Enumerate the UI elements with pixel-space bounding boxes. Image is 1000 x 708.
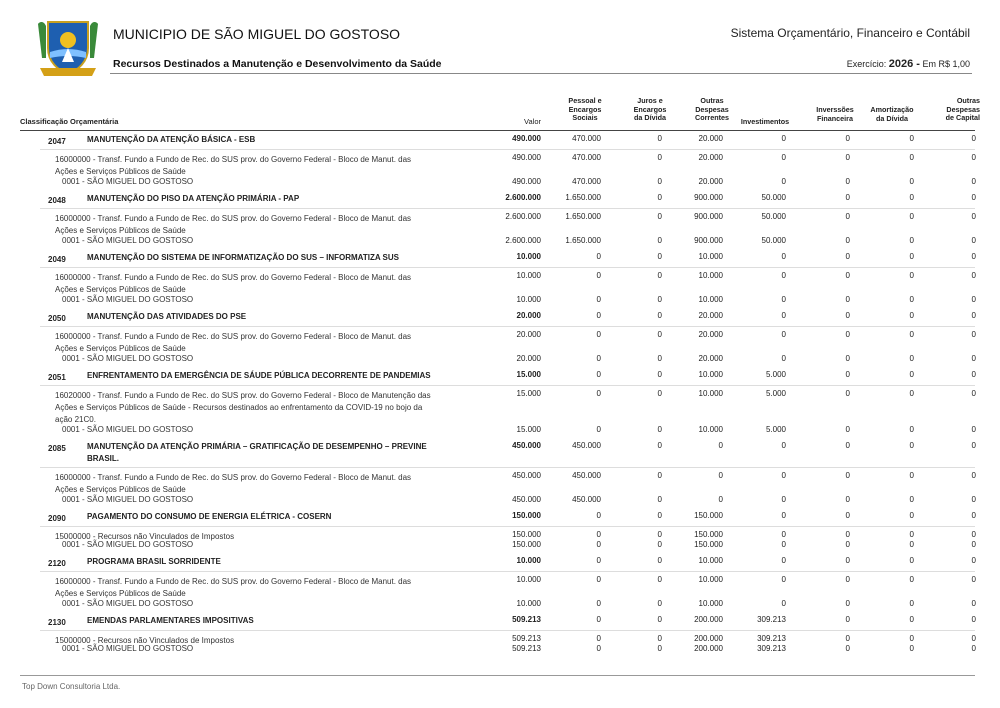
value-cell: 0 — [845, 153, 850, 162]
value-cell: 0 — [909, 236, 914, 245]
value-cell: 0 — [971, 370, 976, 379]
value-cell: 5.000 — [765, 389, 786, 398]
value-cell: 0 — [909, 644, 914, 653]
value-cell: 0 — [909, 634, 914, 643]
value-cell: 0 — [596, 330, 601, 339]
value-cell: 0 — [657, 495, 662, 504]
value-cell: 0 — [596, 252, 601, 261]
value-cell: 0 — [909, 540, 914, 549]
value-cell: 10.000 — [516, 271, 541, 280]
currency-label: Em R$ 1,00 — [922, 59, 970, 69]
value-cell: 509.213 — [512, 615, 541, 624]
row-separator — [40, 326, 975, 327]
value-cell: 0 — [971, 330, 976, 339]
value-cell: 10.000 — [698, 252, 723, 261]
value-cell: 0 — [909, 615, 914, 624]
value-cell: 0 — [845, 177, 850, 186]
value-cell: 450.000 — [572, 495, 601, 504]
table-header-divider — [20, 130, 975, 131]
value-cell: 0 — [971, 540, 976, 549]
value-cell: 0 — [657, 441, 662, 450]
value-cell: 0 — [971, 193, 976, 202]
value-cell: 200.000 — [694, 644, 723, 653]
value-cell: 0 — [781, 575, 786, 584]
value-cell: 0 — [909, 599, 914, 608]
value-cell: 0 — [596, 389, 601, 398]
source-description: 16000000 - Transf. Fundo a Fundo de Rec. do SUS prov. do Governo Federal - Bloco de Manut. das Ações e Serviços Públicos de Saúde — [55, 155, 412, 176]
value-cell: 0 — [909, 389, 914, 398]
row-separator — [40, 571, 975, 572]
value-cell: 0 — [909, 511, 914, 520]
value-cell: 0 — [971, 177, 976, 186]
value-cell: 150.000 — [694, 530, 723, 539]
value-cell: 2.600.000 — [505, 193, 541, 202]
action-code: 2049 — [48, 255, 66, 264]
value-cell: 490.000 — [512, 177, 541, 186]
value-cell: 1.650.000 — [565, 236, 601, 245]
value-cell: 0 — [596, 511, 601, 520]
value-cell: 0 — [781, 530, 786, 539]
col-inversoes: Inverssões Financeira — [816, 105, 854, 123]
action-code: 2085 — [48, 444, 66, 453]
col-classification: Classificação Orçamentária — [20, 117, 119, 126]
value-cell: 0 — [657, 271, 662, 280]
source-description: 16000000 - Transf. Fundo a Fundo de Rec. do SUS prov. do Governo Federal - Bloco de Manut. das Ações e Serviços Públicos de Saúde — [55, 473, 412, 494]
value-cell: 0 — [657, 177, 662, 186]
value-cell: 0 — [781, 252, 786, 261]
value-cell: 450.000 — [572, 471, 601, 480]
value-cell: 20.000 — [698, 134, 723, 143]
value-cell: 0 — [657, 511, 662, 520]
value-cell: 0 — [657, 295, 662, 304]
value-cell: 5.000 — [765, 425, 786, 434]
value-cell: 490.000 — [512, 153, 541, 162]
value-cell: 10.000 — [698, 370, 723, 379]
value-cell: 0 — [781, 311, 786, 320]
value-cell: 150.000 — [694, 540, 723, 549]
value-cell: 900.000 — [694, 193, 723, 202]
value-cell: 0 — [909, 495, 914, 504]
value-cell: 0 — [718, 471, 723, 480]
value-cell: 0 — [596, 644, 601, 653]
value-cell: 20.000 — [698, 177, 723, 186]
value-cell: 0 — [909, 134, 914, 143]
value-cell: 0 — [845, 354, 850, 363]
value-cell: 10.000 — [698, 425, 723, 434]
col-outras-capital: Outras Despesas de Capital — [945, 96, 980, 123]
row-separator — [40, 467, 975, 468]
value-cell: 0 — [909, 193, 914, 202]
value-cell: 200.000 — [694, 634, 723, 643]
value-cell: 15.000 — [516, 425, 541, 434]
value-cell: 0 — [596, 370, 601, 379]
value-cell: 0 — [845, 599, 850, 608]
value-cell: 0 — [845, 252, 850, 261]
value-cell: 0 — [718, 441, 723, 450]
action-title: MANUTENÇÃO DAS ATIVIDADES DO PSE — [87, 312, 247, 321]
value-cell: 0 — [845, 540, 850, 549]
action-code: 2051 — [48, 373, 66, 382]
value-cell: 0 — [657, 134, 662, 143]
value-cell: 0 — [657, 471, 662, 480]
value-cell: 0 — [718, 495, 723, 504]
action-title: MANUTENÇÃO DA ATENÇÃO BÁSICA - ESB — [87, 135, 256, 144]
action-title: MANUTENÇÃO DO PISO DA ATENÇÃO PRIMÁRIA - PAP — [87, 194, 300, 203]
value-cell: 150.000 — [512, 530, 541, 539]
value-cell: 10.000 — [516, 599, 541, 608]
value-cell: 15.000 — [516, 389, 541, 398]
value-cell: 0 — [596, 615, 601, 624]
value-cell: 0 — [845, 236, 850, 245]
value-cell: 0 — [909, 370, 914, 379]
value-cell: 0 — [971, 236, 976, 245]
value-cell: 10.000 — [698, 389, 723, 398]
value-cell: 10.000 — [516, 556, 541, 565]
value-cell: 0 — [781, 441, 786, 450]
value-cell: 0 — [845, 295, 850, 304]
value-cell: 15.000 — [516, 370, 541, 379]
col-juros: Juros e Encargos da Dívida — [633, 96, 667, 123]
value-cell: 309.213 — [757, 634, 786, 643]
action-code: 2130 — [48, 618, 66, 627]
value-cell: 0 — [909, 252, 914, 261]
value-cell: 309.213 — [757, 644, 786, 653]
value-cell: 0 — [657, 615, 662, 624]
value-cell: 10.000 — [516, 252, 541, 261]
value-cell: 0 — [657, 389, 662, 398]
footer-divider — [20, 675, 975, 676]
value-cell: 900.000 — [694, 212, 723, 221]
value-cell: 0 — [596, 354, 601, 363]
source-description: 16000000 - Transf. Fundo a Fundo de Rec. do SUS prov. do Governo Federal - Bloco de Manut. das Ações e Serviços Públicos de Saúde — [55, 273, 412, 294]
value-cell: 0 — [971, 354, 976, 363]
row-separator — [40, 630, 975, 631]
value-cell: 900.000 — [694, 236, 723, 245]
value-cell: 0 — [781, 556, 786, 565]
value-cell: 2.600.000 — [505, 212, 541, 221]
value-cell: 0 — [971, 295, 976, 304]
value-cell: 0 — [657, 193, 662, 202]
value-cell: 0 — [845, 634, 850, 643]
action-code: 2050 — [48, 314, 66, 323]
footer-text: Top Down Consultoria Ltda. — [22, 682, 121, 691]
value-cell: 0 — [596, 311, 601, 320]
value-cell: 0 — [845, 370, 850, 379]
row-separator — [40, 526, 975, 527]
exercise-label: Exercício: — [846, 59, 887, 69]
value-cell: 0 — [657, 575, 662, 584]
value-cell: 0 — [657, 236, 662, 245]
value-cell: 0 — [596, 295, 601, 304]
value-cell: 0 — [781, 599, 786, 608]
value-cell: 0 — [781, 177, 786, 186]
value-cell: 50.000 — [761, 236, 786, 245]
value-cell: 0 — [657, 370, 662, 379]
value-cell: 0 — [971, 441, 976, 450]
value-cell: 0 — [781, 540, 786, 549]
value-cell: 0 — [845, 389, 850, 398]
value-cell: 150.000 — [694, 511, 723, 520]
value-cell: 450.000 — [572, 441, 601, 450]
value-cell: 1.650.000 — [565, 193, 601, 202]
value-cell: 0 — [596, 530, 601, 539]
col-pessoal: Pessoal e Encargos Sociais — [568, 96, 602, 123]
source-description: 16020000 - Transf. Fundo a Fundo de Rec. do SUS prov. do Governo Federal - Bloco de Manutenção das Ações e Serviços Públicos de Saúde - Recursos destinados ao enfrentamento da COVID-19 no bojo da ação 21C0. — [55, 391, 431, 424]
value-cell: 0 — [781, 153, 786, 162]
value-cell: 0 — [845, 425, 850, 434]
value-cell: 20.000 — [698, 311, 723, 320]
value-cell: 0 — [971, 599, 976, 608]
value-cell: 0 — [971, 644, 976, 653]
value-cell: 150.000 — [512, 540, 541, 549]
value-cell: 1.650.000 — [565, 212, 601, 221]
row-separator — [40, 208, 975, 209]
value-cell: 0 — [971, 634, 976, 643]
action-code: 2047 — [48, 137, 66, 146]
value-cell: 0 — [909, 575, 914, 584]
city-label: 0001 - SÃO MIGUEL DO GOSTOSO — [62, 295, 194, 304]
value-cell: 0 — [845, 471, 850, 480]
value-cell: 0 — [971, 425, 976, 434]
value-cell: 470.000 — [572, 177, 601, 186]
value-cell: 450.000 — [512, 471, 541, 480]
value-cell: 509.213 — [512, 634, 541, 643]
value-cell: 50.000 — [761, 193, 786, 202]
value-cell: 0 — [657, 252, 662, 261]
value-cell: 0 — [657, 425, 662, 434]
action-code: 2048 — [48, 196, 66, 205]
value-cell: 0 — [657, 556, 662, 565]
value-cell: 0 — [596, 599, 601, 608]
value-cell: 0 — [909, 441, 914, 450]
col-investimentos: Investimentos — [740, 117, 790, 126]
value-cell: 0 — [971, 471, 976, 480]
city-label: 0001 - SÃO MIGUEL DO GOSTOSO — [62, 354, 194, 363]
value-cell: 150.000 — [512, 511, 541, 520]
value-cell: 450.000 — [512, 495, 541, 504]
value-cell: 0 — [781, 134, 786, 143]
value-cell: 309.213 — [757, 615, 786, 624]
row-separator — [40, 385, 975, 386]
col-valor: Valor — [524, 117, 541, 126]
value-cell: 0 — [909, 471, 914, 480]
value-cell: 0 — [781, 354, 786, 363]
action-title: PAGAMENTO DO CONSUMO DE ENERGIA ELÉTRICA - COSERN — [87, 512, 332, 521]
action-title: PROGRAMA BRASIL SORRIDENTE — [87, 557, 221, 566]
value-cell: 509.213 — [512, 644, 541, 653]
city-label: 0001 - SÃO MIGUEL DO GOSTOSO — [62, 540, 194, 549]
value-cell: 0 — [657, 354, 662, 363]
col-amortizacao: Amortização da Dívida — [870, 105, 914, 123]
value-cell: 0 — [909, 425, 914, 434]
value-cell: 10.000 — [698, 556, 723, 565]
value-cell: 0 — [971, 271, 976, 280]
value-cell: 0 — [971, 212, 976, 221]
source-description: 16000000 - Transf. Fundo a Fundo de Rec. do SUS prov. do Governo Federal - Bloco de Manut. das Ações e Serviços Públicos de Saúde — [55, 214, 412, 235]
value-cell: 0 — [657, 530, 662, 539]
source-description: 15000000 - Recursos não Vinculados de Impostos — [55, 636, 235, 645]
value-cell: 0 — [781, 271, 786, 280]
value-cell: 0 — [657, 599, 662, 608]
value-cell: 0 — [596, 271, 601, 280]
value-cell: 0 — [845, 575, 850, 584]
header-divider — [110, 73, 972, 74]
municipality-name: MUNICIPIO DE SÃO MIGUEL DO GOSTOSO — [113, 26, 401, 42]
value-cell: 0 — [971, 530, 976, 539]
value-cell: 0 — [657, 540, 662, 549]
action-title: MANUTENÇÃO DA ATENÇÃO PRIMÁRIA – GRATIFICAÇÃO DE DESEMPENHO – PREVINE BRASIL. — [87, 442, 427, 463]
value-cell: 0 — [596, 425, 601, 434]
value-cell: 20.000 — [516, 354, 541, 363]
value-cell: 0 — [909, 556, 914, 565]
action-title: EMENDAS PARLAMENTARES IMPOSITIVAS — [87, 616, 254, 625]
value-cell: 0 — [596, 634, 601, 643]
value-cell: 0 — [909, 530, 914, 539]
value-cell: 0 — [845, 441, 850, 450]
value-cell: 0 — [845, 644, 850, 653]
value-cell: 0 — [971, 389, 976, 398]
value-cell: 0 — [657, 644, 662, 653]
value-cell: 450.000 — [512, 441, 541, 450]
value-cell: 0 — [845, 511, 850, 520]
source-description: 15000000 - Recursos não Vinculados de Impostos — [55, 532, 235, 541]
value-cell: 50.000 — [761, 212, 786, 221]
municipal-logo — [32, 18, 104, 80]
city-label: 0001 - SÃO MIGUEL DO GOSTOSO — [62, 177, 194, 186]
value-cell: 470.000 — [572, 134, 601, 143]
value-cell: 0 — [909, 311, 914, 320]
value-cell: 0 — [781, 295, 786, 304]
value-cell: 2.600.000 — [505, 236, 541, 245]
value-cell: 0 — [971, 556, 976, 565]
value-cell: 0 — [845, 530, 850, 539]
system-name: Sistema Orçamentário, Financeiro e Contábil — [730, 26, 970, 40]
value-cell: 20.000 — [698, 354, 723, 363]
value-cell: 0 — [596, 575, 601, 584]
value-cell: 0 — [845, 495, 850, 504]
value-cell: 0 — [971, 575, 976, 584]
value-cell: 0 — [909, 295, 914, 304]
action-title: ENFRENTAMENTO DA EMERGÊNCIA DE SÁUDE PÚBLICA DECORRENTE DE PANDEMIAS — [87, 371, 431, 380]
value-cell: 0 — [971, 511, 976, 520]
value-cell: 0 — [909, 153, 914, 162]
value-cell: 5.000 — [765, 370, 786, 379]
action-code: 2090 — [48, 514, 66, 523]
source-description: 16000000 - Transf. Fundo a Fundo de Rec. do SUS prov. do Governo Federal - Bloco de Manut. das Ações e Serviços Públicos de Saúde — [55, 577, 412, 598]
row-separator — [40, 267, 975, 268]
value-cell: 0 — [657, 311, 662, 320]
city-label: 0001 - SÃO MIGUEL DO GOSTOSO — [62, 495, 194, 504]
value-cell: 10.000 — [698, 575, 723, 584]
city-label: 0001 - SÃO MIGUEL DO GOSTOSO — [62, 599, 194, 608]
value-cell: 490.000 — [512, 134, 541, 143]
exercise-info — [847, 58, 970, 70]
col-outras-correntes: Outras Despesas Correntes — [695, 96, 729, 123]
value-cell: 470.000 — [572, 153, 601, 162]
value-cell: 0 — [909, 177, 914, 186]
value-cell: 20.000 — [698, 330, 723, 339]
value-cell: 10.000 — [698, 295, 723, 304]
action-code: 2120 — [48, 559, 66, 568]
value-cell: 0 — [781, 471, 786, 480]
city-label: 0001 - SÃO MIGUEL DO GOSTOSO — [62, 644, 194, 653]
value-cell: 0 — [971, 495, 976, 504]
value-cell: 0 — [845, 615, 850, 624]
value-cell: 0 — [845, 330, 850, 339]
value-cell: 20.000 — [698, 153, 723, 162]
value-cell: 0 — [971, 311, 976, 320]
row-separator — [40, 149, 975, 150]
value-cell: 20.000 — [516, 311, 541, 320]
value-cell: 0 — [657, 634, 662, 643]
value-cell: 10.000 — [698, 599, 723, 608]
city-label: 0001 - SÃO MIGUEL DO GOSTOSO — [62, 425, 194, 434]
value-cell: 0 — [845, 212, 850, 221]
action-title: MANUTENÇÃO DO SISTEMA DE INFORMATIZAÇÃO DO SUS – INFORMATIZA SUS — [87, 253, 399, 262]
value-cell: 0 — [845, 311, 850, 320]
value-cell: 0 — [971, 615, 976, 624]
value-cell: 0 — [845, 193, 850, 202]
value-cell: 0 — [909, 330, 914, 339]
value-cell: 10.000 — [516, 575, 541, 584]
value-cell: 0 — [971, 252, 976, 261]
value-cell: 0 — [781, 511, 786, 520]
report-title: Recursos Destinados a Manutenção e Desenvolvimento da Saúde — [113, 58, 442, 70]
value-cell: 0 — [909, 271, 914, 280]
city-label: 0001 - SÃO MIGUEL DO GOSTOSO — [62, 236, 194, 245]
value-cell: 10.000 — [698, 271, 723, 280]
value-cell: 0 — [845, 271, 850, 280]
value-cell: 0 — [781, 330, 786, 339]
value-cell: 0 — [971, 134, 976, 143]
value-cell: 0 — [657, 153, 662, 162]
value-cell: 20.000 — [516, 330, 541, 339]
value-cell: 0 — [657, 330, 662, 339]
value-cell: 200.000 — [694, 615, 723, 624]
value-cell: 0 — [909, 354, 914, 363]
value-cell: 0 — [657, 212, 662, 221]
value-cell: 0 — [909, 212, 914, 221]
value-cell: 0 — [845, 134, 850, 143]
value-cell: 0 — [845, 556, 850, 565]
source-description: 16000000 - Transf. Fundo a Fundo de Rec. do SUS prov. do Governo Federal - Bloco de Manut. das Ações e Serviços Públicos de Saúde — [55, 332, 412, 353]
value-cell: 0 — [596, 556, 601, 565]
value-cell: 0 — [781, 495, 786, 504]
exercise-year: 2026 - — [888, 58, 920, 70]
value-cell: 10.000 — [516, 295, 541, 304]
value-cell: 0 — [596, 540, 601, 549]
value-cell: 0 — [971, 153, 976, 162]
